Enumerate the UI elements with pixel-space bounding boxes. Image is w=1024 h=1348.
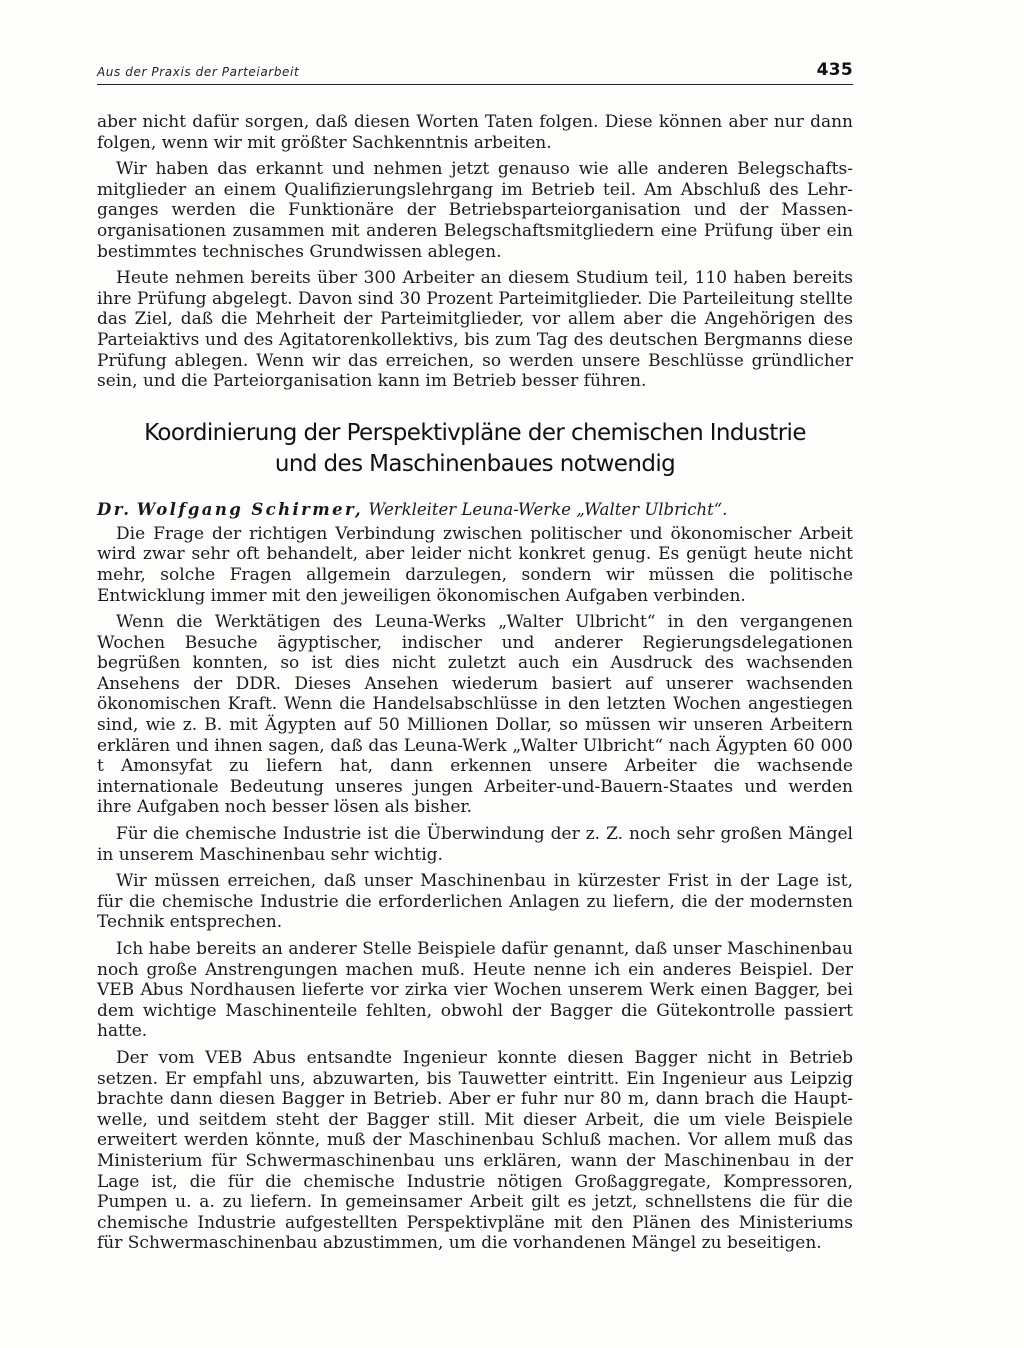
page-number: 435: [816, 60, 853, 80]
byline-author-role: Werkleiter Leuna-Werke „Walter Ulbricht“.: [368, 499, 728, 519]
paragraph: Ich habe bereits an anderer Stelle Beispiele dafür genannt, daß unser Maschinenbau noch große Anstrengungen machen muß. Heute nenne ich ein anderes Beispiel. Der VEB Abus Nordhausen lieferte vor zirka vier Wochen unserem Werk einen Bagger, bei dem wichtige Maschinenteile fehlten, obwohl der Bagger die Gütekontrolle passiert hatte.: [97, 939, 853, 1042]
paragraph: Wenn die Werktätigen des Leuna-Werks „Walter Ulbricht“ in den vergangenen Wochen Besuche ägyptischer, indischer und anderer Regierungsdelegationen begrüßen konnten, so ist dies nicht zuletzt auch ein Ausdruck des wachsenden Ansehens der DDR. Dieses Ansehen wiederum basiert auf unserer wachsenden ökonomischen Kraft. Wenn die Handelsabschlüsse in den letzten Wochen angestiegen sind, wie z. B. mit Ägypten auf 50 Millionen Dollar, so müssen wir unseren Arbeitern erklären und ihnen sagen, daß das Leuna-Werk „Walter Ulbricht“ nach Ägypten 60 000 t Amonsyfat zu liefern hat, dann erkennen unsere Arbeiter die wachsende internationale Bedeutung unseres jungen Arbeiter-und-Bauern-Staates und werden ihre Aufgaben noch besser lösen als bisher.: [97, 612, 853, 818]
running-title: Aus der Praxis der Parteiarbeit: [97, 65, 300, 79]
paragraph: Wir haben das erkannt und nehmen jetzt genauso wie alle anderen Belegschaftsmitglieder an einem Qualifizierungslehrgang im Betrieb teil. Am Abschluß des Lehrganges werden die Funktionäre der Betriebsparteiorganisation und der Massenorganisationen zusammen mit anderen Belegschaftsmitgliedern eine Prüfung über ein bestimmtes technisches Grundwissen ablegen.: [97, 159, 853, 262]
body-text: [97, 112, 853, 1254]
byline-title: Dr.: [97, 499, 132, 519]
byline-author-name: Wolfgang Schirmer,: [136, 499, 364, 519]
running-header: [97, 58, 853, 85]
article-headline: [97, 418, 853, 480]
paragraph: Wir müssen erreichen, daß unser Maschinenbau in kürzester Frist in der Lage ist, für die chemische Industrie die erforderlichen Anlagen zu liefern, die der modernsten Technik entsprechen.: [97, 871, 853, 933]
paragraph: Die Frage der richtigen Verbindung zwischen politischer und ökonomischer Arbeit wird zwar sehr oft behandelt, aber leider nicht konkret genug. Es genügt heute nicht mehr, solche Fragen allgemein darzulegen, sondern wir müssen die politische Entwicklung immer mit den jeweiligen ökonomischen Aufgaben verbinden.: [97, 523, 853, 606]
paragraph: Der vom VEB Abus entsandte Ingenieur konnte diesen Bagger nicht in Betrieb setzen. Er empfahl uns, abzuwarten, bis Tauwetter eintritt. Ein Ingenieur aus Leipzig brachte dann diesen Bagger in Betrieb. Aber er fuhr nur 80 m, dann brach die Hauptwelle, und seitdem steht der Bagger still. Mit dieser Arbeit, die um viele Beispiele erweitert werden könnte, muß der Maschinenbau Schluß machen. Vor allem muß das Ministerium für Schwermaschinenbau uns erklären, wann der Maschinenbau in der Lage ist, die für die chemische Industrie nötigen Großaggregate, Kompressoren, Pumpen u. a. zu liefern. In gemeinsamer Arbeit gilt es jetzt, schnellstens die für die chemische Industrie aufgestellten Perspektivpläne mit den Plänen des Ministeriums für Schwermaschinenbau abzustimmen, um die vorhandenen Mängel zu beseitigen.: [97, 1047, 853, 1254]
paragraph-continued: aber nicht dafür sorgen, daß diesen Worten Taten folgen. Diese können aber nur dann folgen, wenn wir mit größter Sachkenntnis arbeiten.: [97, 112, 853, 153]
headline-line-1: Koordinierung der Perspektivpläne der chemischen Industrie: [144, 419, 806, 446]
article-byline: [97, 500, 853, 520]
paragraph: Für die chemische Industrie ist die Überwindung der z. Z. noch sehr großen Mängel in unserem Maschinenbau sehr wichtig.: [97, 824, 853, 865]
headline-line-2: und des Maschinenbaues notwendig: [274, 450, 676, 477]
paragraph: Heute nehmen bereits über 300 Arbeiter an diesem Studium teil, 110 haben bereits ihre Prüfung abgelegt. Davon sind 30 Prozent Parteimitglieder. Die Parteileitung stellte das Ziel, daß die Mehrheit der Parteimitglieder, vor allem aber die Angehörigen des Parteiaktivs und des Agitatorenkollektivs, bis zum Tag des deutschen Bergmanns diese Prüfung ablegen. Wenn wir das erreichen, so werden unsere Beschlüsse gründlicher sein, und die Parteiorganisation kann im Betrieb besser führen.: [97, 268, 853, 392]
